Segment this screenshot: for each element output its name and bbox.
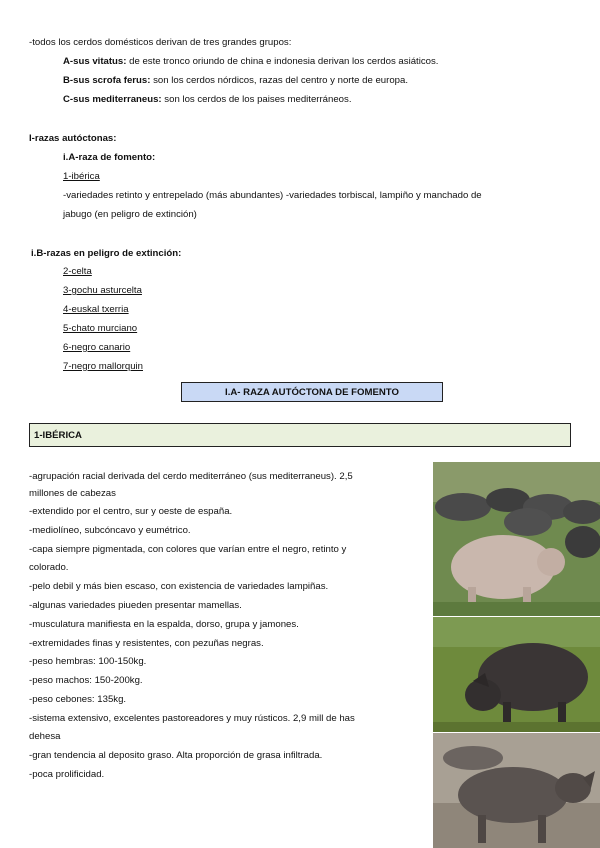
feature-line: -extendido por el centro, sur y oeste de españa. <box>29 506 233 517</box>
feature-line: -extremidades finas y resistentes, con pezuñas negras. <box>29 638 264 649</box>
feature-line: -peso hembras: 100-150kg. <box>29 656 147 667</box>
link-negro-canario[interactable]: 6-negro canario <box>63 342 131 353</box>
varieties-line1: -variedades retinto y entrepelado (más abundantes) -variedades torbiscal, lampiño y manchado de <box>63 190 482 201</box>
section-header-fomento: I.A- RAZA AUTÓCTONA DE FOMENTO <box>181 382 443 402</box>
group-a-name: A-sus vitatus: <box>63 56 127 67</box>
feature-line: -musculatura manifiesta en la espalda, dorso, grupa y jamones. <box>29 619 299 630</box>
group-b <box>63 75 408 87</box>
group-b-name: B-sus scrofa ferus: <box>63 75 151 86</box>
link-negro-mallorquin[interactable]: 7-negro mallorquin <box>63 361 143 372</box>
feature-line: colorado. <box>29 562 69 573</box>
group-c-name: C-sus mediterraneus: <box>63 94 162 105</box>
feature-line: -pelo debil y más bien escaso, con existencia de variedades lampiñas. <box>29 581 329 592</box>
group-c-text: son los cerdos de los paises mediterráneos. <box>161 94 352 105</box>
group-a-text: de este tronco oriundo de china e indonesia derivan los cerdos asiáticos. <box>126 56 439 67</box>
feature-line: millones de cabezas <box>29 488 116 499</box>
feature-line: -agrupación racial derivada del cerdo mediterráneo (sus mediterraneus). 2,5 <box>29 471 353 482</box>
section1-title: I-razas autóctonas: <box>29 133 117 144</box>
feature-line: dehesa <box>29 731 61 742</box>
intro-text: -todos los cerdos domésticos derivan de tres grandes grupos: <box>29 37 292 48</box>
link-euskal-txerria[interactable]: 4-euskal txerria <box>63 304 129 315</box>
feature-line: -mediolíneo, subcóncavo y eumétrico. <box>29 525 191 536</box>
group-a <box>63 56 438 68</box>
link-chato-murciano[interactable]: 5-chato murciano <box>63 323 138 334</box>
feature-line: -gran tendencia al deposito graso. Alta proporción de grasa infiltrada. <box>29 750 323 761</box>
feature-line: -capa siempre pigmentada, con colores que varían entre el negro, retinto y <box>29 544 347 555</box>
section1-subtitle: i.A-raza de fomento: <box>63 152 156 163</box>
link-gochu-asturcelta[interactable]: 3-gochu asturcelta <box>63 285 142 296</box>
photo-iberian-pig <box>433 733 600 848</box>
feature-line: -sistema extensivo, excelentes pastoreadores y muy rústicos. 2,9 mill de has <box>29 713 355 724</box>
feature-line: -peso machos: 150-200kg. <box>29 675 143 686</box>
photo-pig-herd <box>433 462 600 616</box>
feature-line: -algunas variedades piueden presentar mamellas. <box>29 600 242 611</box>
section2-title: i.B-razas en peligro de extinción: <box>31 248 182 259</box>
group-c <box>63 94 351 106</box>
feature-line: -poca prolificidad. <box>29 769 105 780</box>
feature-line: -peso cebones: 135kg. <box>29 694 127 705</box>
link-iberica[interactable]: 1-ibérica <box>63 171 100 182</box>
photo-black-pig <box>433 617 600 732</box>
section-header-iberica: 1-IBÉRICA <box>29 423 571 447</box>
link-celta[interactable]: 2-celta <box>63 266 92 277</box>
group-b-text: son los cerdos nórdicos, razas del centro y norte de europa. <box>150 75 409 86</box>
varieties-line2: jabugo (en peligro de extinción) <box>63 209 197 220</box>
